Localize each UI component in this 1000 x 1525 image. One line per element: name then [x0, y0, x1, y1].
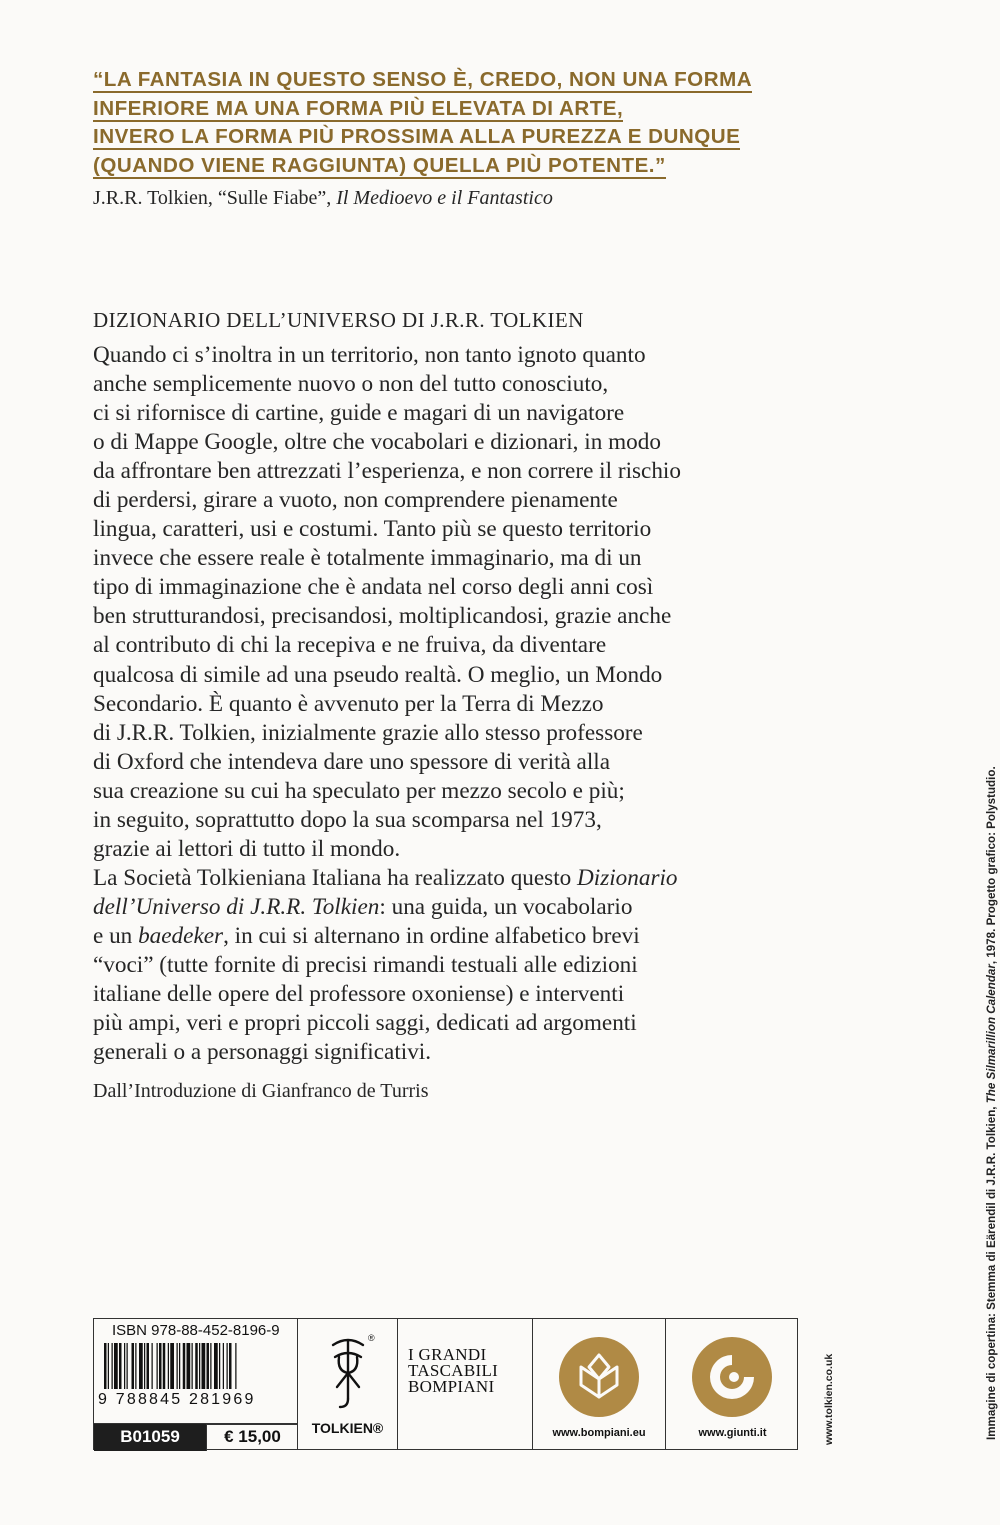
cover-credit-design: , 1978. Progetto grafico: Polystudio.	[985, 766, 998, 965]
barcode-bar	[135, 1343, 136, 1389]
blurb-line: ben strutturandosi, precisandosi, moltiplicandosi, grazie anche	[93, 603, 672, 630]
quote-line-text: INVERO LA FORMA PIÙ PROSSIMA ALLA PUREZZA E DUNQUE	[93, 125, 741, 148]
attribution-prefix: J.R.R. Tolkien, “Sulle Fiabe”,	[93, 187, 337, 209]
quote-line	[93, 123, 773, 152]
barcode-bar	[168, 1343, 169, 1389]
blurb-line: anche semplicemente nuovo o non del tutto conosciuto,	[93, 371, 609, 398]
cover-credit-title: The Silmarillion Calendar	[985, 964, 998, 1104]
series-line: I GRANDI	[408, 1345, 487, 1364]
series-cell	[398, 1319, 533, 1449]
barcode-bar	[177, 1343, 178, 1389]
barcode-bar	[152, 1343, 153, 1389]
barcode-bar	[179, 1343, 180, 1389]
bompiani-url: www.bompiani.eu	[552, 1427, 646, 1439]
barcode-bar	[139, 1343, 143, 1389]
barcode-bar	[159, 1343, 162, 1389]
epigraph-quote	[93, 66, 773, 180]
barcode-bar	[235, 1343, 236, 1389]
quote-line-text: (QUANDO VIENE RAGGIUNTA) QUELLA PIÙ POTENTE.”	[93, 153, 666, 177]
product-code: B01059	[94, 1424, 206, 1451]
blurb-line: più ampi, veri e propri piccoli saggi, dedicati ad argomenti	[93, 1010, 637, 1037]
blurb-line: da affrontare ben attrezzati l’esperienza, e non correre il rischio	[93, 458, 681, 485]
blurb-line: o di Mappe Google, oltre che vocabolari e dizionari, in modo	[93, 429, 661, 456]
barcode-cell	[94, 1319, 298, 1449]
blurb-line: grazie ai lettori di tutto il mondo.	[93, 835, 401, 862]
giunti-cell	[666, 1319, 799, 1449]
blurb-line: di perdersi, girare a vuoto, non comprendere pienamente	[93, 487, 618, 514]
barcode-bar	[124, 1343, 125, 1389]
italic-title: Dizionario	[577, 864, 678, 891]
barcode-bar	[199, 1343, 200, 1389]
barcode-bar	[187, 1343, 191, 1389]
series-name	[408, 1347, 498, 1395]
book-title: DIZIONARIO DELL’UNIVERSO DI J.R.R. TOLKIEN	[93, 308, 584, 332]
barcode-bar	[127, 1343, 128, 1389]
introduction-credit: Dall’Introduzione di Gianfranco de Turris	[93, 1080, 429, 1102]
blurb-text	[93, 341, 813, 1067]
tolkien-website: www.tolkien.co.uk	[823, 1353, 835, 1445]
barcode-icon	[102, 1343, 290, 1391]
blurb-line: sua creazione su cui ha speculato per mezzo secolo e più;	[93, 777, 625, 804]
price: € 15,00	[206, 1424, 298, 1451]
barcode-bar	[223, 1343, 224, 1389]
blurb-line: al contributo di chi la recepiva e ne fruiva, da diventare	[93, 632, 607, 659]
barcode-bar	[183, 1343, 186, 1389]
quote-line-text: “LA FANTASIA IN QUESTO SENSO È, CREDO, NON UNA FORMA	[93, 68, 753, 91]
barcode-bar	[144, 1343, 145, 1389]
blurb-line: qualcosa di simile ad una pseudo realtà. O meglio, un Mondo	[93, 661, 663, 688]
barcode-bar	[170, 1343, 174, 1389]
blurb-line: La Società Tolkieniana Italiana ha realizzato questo Dizionario	[93, 864, 678, 891]
barcode-bar	[207, 1343, 210, 1389]
blurb-line: e un baedeker, in cui si alternano in ordine alfabetico brevi	[93, 922, 640, 949]
giunti-spiral-icon	[690, 1335, 774, 1419]
barcode-bar	[157, 1343, 158, 1389]
barcode-bar	[210, 1343, 211, 1389]
barcode-bar	[202, 1343, 206, 1389]
italic-title: dell’Universo di J.R.R. Tolkien	[93, 893, 380, 920]
blurb-line: invece che essere reale è totalmente immaginario, ma di un	[93, 545, 642, 572]
barcode-bar	[104, 1343, 107, 1389]
barcode-bar	[192, 1343, 193, 1389]
cover-credit-text: Immagine di copertina: Stemma di Eärendil di J.R.R. Tolkien,	[985, 1103, 998, 1440]
blurb-line: Quando ci s’inoltra in un territorio, non tanto ignoto quanto	[93, 342, 646, 368]
barcode-bar	[112, 1343, 113, 1389]
barcode-bar	[108, 1343, 109, 1389]
bompiani-flower-icon	[557, 1335, 641, 1419]
blurb-line: ci si rifornisce di cartine, guide e magari di un navigatore	[93, 400, 625, 427]
blurb-line: di Oxford che intendeva dare uno spessore di verità alla	[93, 748, 611, 775]
publisher-strip	[93, 1318, 798, 1450]
italic-title: baedeker	[138, 922, 224, 949]
quote-line	[93, 152, 773, 181]
barcode-bar	[119, 1343, 122, 1389]
blurb-line: Secondario. È quanto è avvenuto per la Terra di Mezzo	[93, 690, 604, 717]
giunti-url: www.giunti.it	[698, 1427, 767, 1439]
barcode-bar	[132, 1343, 135, 1389]
attribution-work: Il Medioevo e il Fantastico	[336, 187, 553, 209]
barcode-bar	[147, 1343, 150, 1389]
barcode-bar	[214, 1343, 218, 1389]
barcode-bar	[227, 1343, 228, 1389]
barcode-bar	[219, 1343, 220, 1389]
blurb-line: lingua, caratteri, usi e costumi. Tanto più se questo territorio	[93, 516, 652, 543]
jrr-tolkien-monogram-icon	[313, 1327, 383, 1417]
cover-credit	[985, 766, 998, 1440]
blurb-line: “voci” (tutte fornite di precisi rimandi testuali alle edizioni	[93, 951, 638, 978]
barcode-bar	[229, 1343, 232, 1389]
series-line: BOMPIANI	[408, 1377, 495, 1396]
quote-attribution	[93, 184, 553, 212]
blurb-line: in seguito, soprattutto dopo la sua scomparsa nel 1973,	[93, 806, 602, 833]
quote-line	[93, 95, 773, 124]
blurb-line: italiane delle opere del professore oxoniense) e interventi	[93, 981, 625, 1008]
series-line: TASCABILI	[408, 1361, 499, 1380]
bompiani-cell	[533, 1319, 666, 1449]
blurb-line: dell’Universo di J.R.R. Tolkien: una guida, un vocabolario	[93, 893, 633, 920]
barcode-bar	[114, 1343, 118, 1389]
svg-text:®: ®	[368, 1333, 375, 1343]
quote-line	[93, 66, 773, 95]
blurb-line: di J.R.R. Tolkien, inizialmente grazie allo stesso professore	[93, 719, 643, 746]
blurb-line: generali o a personaggi significativi.	[93, 1039, 432, 1066]
barcode-bar	[163, 1343, 166, 1389]
isbn-label: ISBN 978-88-452-8196-9	[112, 1322, 280, 1339]
blurb-line: tipo di immaginazione che è andata nel corso degli anni così	[93, 574, 654, 601]
barcode-bar	[195, 1343, 198, 1389]
tolkien-brand: TOLKIEN®	[311, 1420, 384, 1436]
quote-line-text: INFERIORE MA UNA FORMA PIÙ ELEVATA DI ARTE,	[93, 96, 624, 120]
isbn-digits: 9 788845 281969	[98, 1391, 256, 1408]
tolkien-logo-cell	[298, 1319, 398, 1449]
